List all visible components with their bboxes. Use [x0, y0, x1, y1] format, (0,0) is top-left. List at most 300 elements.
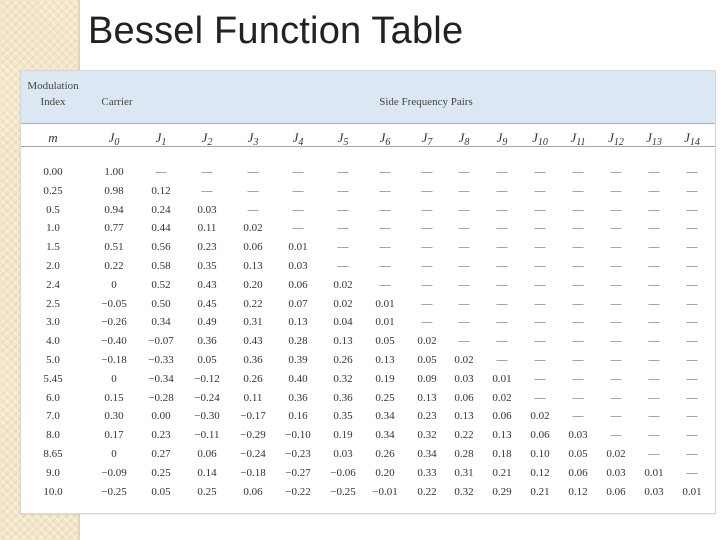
column-symbol-letter: J: [108, 130, 115, 145]
sideband-value-cell: —: [421, 316, 433, 329]
sideband-value-cell: 0.06: [492, 410, 512, 423]
sideband-value-cell: 0.27: [151, 448, 171, 460]
sideband-value-cell: 0.13: [454, 410, 474, 423]
sideband-value-cell: —: [292, 166, 304, 178]
sideband-value-cell: —: [247, 166, 259, 178]
sideband-value-cell: −0.12: [194, 372, 220, 385]
sideband-value-cell: 0.13: [375, 354, 395, 366]
sideband-value-cell: 0.01: [682, 485, 702, 498]
table-row: [21, 467, 715, 486]
sideband-value-cell: 0.44: [151, 222, 171, 235]
table-row: [21, 166, 715, 185]
slide-title: Bessel Function Table: [88, 10, 464, 52]
column-symbol-letter: J: [292, 130, 299, 145]
sideband-value-cell: —: [496, 316, 508, 329]
sideband-value-cell: 0.21: [530, 485, 550, 498]
sideband-value-cell: −0.33: [148, 354, 174, 366]
sideband-value-cell: —: [337, 222, 349, 235]
column-symbol: [92, 130, 136, 148]
sideband-value-cell: —: [686, 410, 698, 423]
sideband-value-cell: —: [686, 335, 698, 348]
carrier-value-cell: 0.77: [104, 222, 124, 235]
column-symbol-subscript: 7: [427, 137, 433, 148]
sideband-value-cell: —: [534, 241, 546, 254]
sideband-value-cell: —: [648, 203, 660, 216]
sideband-value-cell: 0.45: [197, 297, 217, 310]
column-symbol: [670, 130, 714, 148]
sideband-value-cell: 0.23: [151, 429, 171, 442]
sideband-value-cell: —: [686, 260, 698, 272]
sideband-value-cell: 0.31: [454, 466, 474, 479]
sideband-value-cell: 0.20: [243, 278, 263, 291]
sideband-value-cell: —: [458, 184, 470, 197]
sideband-value-cell: —: [572, 410, 584, 423]
sideband-value-cell: 0.13: [333, 335, 353, 348]
sideband-value-cell: 0.13: [417, 391, 437, 404]
sideband-value-cell: —: [648, 241, 660, 254]
sideband-value-cell: 0.03: [644, 485, 664, 498]
column-symbol: [321, 130, 365, 148]
column-symbol-letter: J: [379, 130, 386, 145]
modulation-index-cell: 0.00: [43, 166, 63, 178]
sideband-value-cell: —: [648, 222, 660, 235]
header-modulation-index-line2: Index: [40, 96, 66, 108]
sideband-value-cell: 0.23: [417, 410, 437, 423]
sideband-value-cell: —: [686, 354, 698, 366]
sideband-value-cell: —: [534, 278, 546, 291]
sideband-value-cell: —: [534, 335, 546, 348]
sideband-value-cell: —: [458, 166, 470, 178]
column-symbol: [231, 130, 275, 148]
sideband-value-cell: −0.11: [194, 429, 220, 442]
sideband-value-cell: —: [379, 203, 391, 216]
modulation-index-cell: 2.5: [46, 297, 60, 310]
table-row: [21, 222, 715, 241]
sideband-value-cell: 0.26: [375, 448, 395, 460]
sideband-value-cell: —: [421, 278, 433, 291]
column-symbol: [31, 130, 75, 146]
sideband-value-cell: 0.16: [288, 410, 308, 423]
sideband-value-cell: 0.26: [243, 372, 263, 385]
sideband-value-cell: −0.17: [240, 410, 266, 423]
column-symbol-letter: J: [646, 130, 652, 145]
sideband-value-cell: —: [572, 222, 584, 235]
sideband-value-cell: —: [572, 354, 584, 366]
sideband-value-cell: —: [247, 184, 259, 197]
column-symbol-subscript: 13: [651, 137, 662, 148]
sideband-value-cell: —: [496, 278, 508, 291]
sideband-value-cell: 0.06: [243, 485, 263, 498]
modulation-index-cell: 10.0: [43, 485, 63, 498]
sideband-value-cell: —: [648, 184, 660, 197]
sideband-value-cell: 0.35: [333, 410, 353, 423]
sideband-value-cell: 0.03: [606, 466, 626, 479]
sideband-value-cell: −0.28: [148, 391, 174, 404]
modulation-index-cell: 0.25: [43, 184, 63, 197]
column-symbol-letter: J: [458, 130, 465, 145]
sideband-value-cell: —: [201, 166, 213, 178]
sideband-value-cell: 0.11: [197, 222, 217, 235]
sideband-value-cell: 0.13: [492, 429, 512, 442]
sideband-value-cell: —: [610, 222, 622, 235]
sideband-value-cell: 0.05: [151, 485, 171, 498]
sideband-value-cell: 0.01: [375, 316, 395, 329]
sideband-value-cell: —: [648, 297, 660, 310]
column-symbol-subscript: 6: [385, 137, 391, 148]
sideband-value-cell: 0.32: [417, 429, 437, 442]
header-modulation-index-line1: Modulation: [27, 80, 79, 92]
sideband-value-cell: —: [686, 203, 698, 216]
sideband-value-cell: 0.01: [288, 241, 308, 254]
sideband-value-cell: −0.18: [240, 466, 266, 479]
sideband-value-cell: 0.06: [568, 466, 588, 479]
sideband-value-cell: —: [610, 429, 622, 442]
table-row: [21, 354, 715, 373]
sideband-value-cell: 0.52: [151, 278, 171, 291]
sideband-value-cell: —: [648, 429, 660, 442]
sideband-value-cell: 0.03: [333, 448, 353, 460]
column-symbol-subscript: 12: [613, 137, 624, 148]
column-symbol-letter: m: [48, 130, 58, 145]
sideband-value-cell: 0.13: [243, 260, 263, 272]
sideband-value-cell: 0.23: [197, 241, 217, 254]
table-header-band: [21, 71, 715, 124]
carrier-value-cell: 0.17: [104, 429, 124, 442]
sideband-value-cell: 0.13: [288, 316, 308, 329]
column-symbol-letter: J: [608, 130, 614, 145]
table-row: [21, 486, 715, 505]
sideband-value-cell: —: [496, 354, 508, 366]
sideband-value-cell: 0.02: [243, 222, 263, 235]
sideband-value-cell: 0.50: [151, 297, 171, 310]
sideband-value-cell: —: [496, 222, 508, 235]
table-row: [21, 204, 715, 223]
sideband-value-cell: —: [496, 260, 508, 272]
sideband-value-cell: 0.20: [375, 466, 395, 479]
sideband-value-cell: —: [458, 241, 470, 254]
sideband-value-cell: 0.34: [375, 410, 395, 423]
sideband-value-cell: —: [379, 184, 391, 197]
sideband-value-cell: 0.34: [417, 448, 437, 460]
column-symbol-subscript: 11: [576, 137, 586, 148]
sideband-value-cell: —: [421, 203, 433, 216]
modulation-index-cell: 1.0: [46, 222, 60, 235]
column-symbol-subscript: 8: [464, 137, 470, 148]
sideband-value-cell: —: [421, 222, 433, 235]
sideband-value-cell: −0.06: [330, 466, 356, 479]
sideband-value-cell: 0.12: [568, 485, 588, 498]
sideband-value-cell: —: [534, 260, 546, 272]
carrier-value-cell: 0: [111, 278, 117, 291]
sideband-value-cell: −0.10: [285, 429, 311, 442]
sideband-value-cell: 0.02: [417, 335, 437, 348]
sideband-value-cell: 0.31: [243, 316, 263, 329]
sideband-value-cell: −0.07: [148, 335, 174, 348]
table-row: [21, 335, 715, 354]
sideband-value-cell: 0.01: [375, 297, 395, 310]
sideband-value-cell: —: [686, 184, 698, 197]
sideband-value-cell: —: [201, 184, 213, 197]
sideband-value-cell: —: [686, 316, 698, 329]
sideband-value-cell: −0.23: [285, 448, 311, 460]
modulation-index-cell: 5.0: [46, 354, 60, 366]
sideband-value-cell: 0.28: [454, 448, 474, 460]
modulation-index-cell: 7.0: [46, 410, 60, 423]
sideband-value-cell: 0.19: [333, 429, 353, 442]
header-side-frequency-pairs: Side Frequency Pairs: [379, 96, 473, 108]
modulation-index-cell: 6.0: [46, 391, 60, 404]
column-symbol-letter: J: [337, 130, 344, 145]
sideband-value-cell: —: [686, 448, 698, 460]
sideband-value-cell: −0.24: [240, 448, 266, 460]
sideband-value-cell: —: [610, 372, 622, 385]
sideband-value-cell: 0.36: [333, 391, 353, 404]
sideband-value-cell: —: [534, 391, 546, 404]
sideband-value-cell: —: [610, 166, 622, 178]
sideband-value-cell: 0.58: [151, 260, 171, 272]
sideband-value-cell: 0.02: [454, 354, 474, 366]
sideband-value-cell: 0.36: [197, 335, 217, 348]
sideband-value-cell: 0.19: [375, 372, 395, 385]
sideband-value-cell: −0.29: [240, 429, 266, 442]
sideband-value-cell: —: [292, 222, 304, 235]
sideband-value-cell: 0.12: [530, 466, 550, 479]
column-symbol-subscript: 1: [161, 137, 167, 148]
sideband-value-cell: —: [337, 241, 349, 254]
table-row: [21, 316, 715, 335]
sideband-value-cell: —: [686, 222, 698, 235]
modulation-index-cell: 8.0: [46, 429, 60, 442]
column-symbol-subscript: 3: [253, 137, 259, 148]
sideband-value-cell: 0.35: [197, 260, 217, 272]
sideband-value-cell: —: [686, 166, 698, 178]
sideband-value-cell: —: [610, 278, 622, 291]
table-row: [21, 298, 715, 317]
sideband-value-cell: 0.43: [197, 278, 217, 291]
sideband-value-cell: —: [572, 166, 584, 178]
sideband-value-cell: —: [337, 166, 349, 178]
column-symbol-letter: J: [496, 130, 503, 145]
sideband-value-cell: —: [648, 448, 660, 460]
sideband-value-cell: —: [572, 260, 584, 272]
sideband-value-cell: 0.36: [288, 391, 308, 404]
sideband-value-cell: —: [458, 260, 470, 272]
sideband-value-cell: −0.25: [330, 485, 356, 498]
carrier-value-cell: −0.26: [101, 316, 127, 329]
sideband-value-cell: 0.33: [417, 466, 437, 479]
sideband-value-cell: 0.02: [492, 391, 512, 404]
sideband-value-cell: —: [534, 166, 546, 178]
sideband-value-cell: —: [421, 184, 433, 197]
sideband-value-cell: −0.34: [148, 372, 174, 385]
sideband-value-cell: —: [686, 241, 698, 254]
sideband-value-cell: 0.10: [530, 448, 550, 460]
sideband-value-cell: 0.25: [375, 391, 395, 404]
sideband-value-cell: —: [421, 260, 433, 272]
column-symbol: [276, 130, 320, 148]
sideband-value-cell: —: [379, 278, 391, 291]
sideband-value-cell: 0.43: [243, 335, 263, 348]
sideband-value-cell: —: [337, 203, 349, 216]
sideband-value-cell: —: [247, 203, 259, 216]
carrier-value-cell: 0: [111, 448, 117, 460]
sideband-value-cell: 0.18: [492, 448, 512, 460]
column-symbol-subscript: 9: [502, 137, 508, 148]
sideband-value-cell: 0.34: [375, 429, 395, 442]
column-symbol: [139, 130, 183, 148]
sideband-value-cell: 0.14: [197, 466, 217, 479]
column-symbol-subscript: 4: [298, 137, 304, 148]
sideband-value-cell: —: [648, 260, 660, 272]
carrier-value-cell: 0.94: [104, 203, 124, 216]
sideband-value-cell: —: [572, 203, 584, 216]
sideband-value-cell: −0.01: [372, 485, 398, 498]
sideband-value-cell: —: [610, 354, 622, 366]
sideband-value-cell: —: [534, 316, 546, 329]
sideband-value-cell: —: [534, 222, 546, 235]
sideband-value-cell: —: [686, 278, 698, 291]
sideband-value-cell: —: [572, 316, 584, 329]
sideband-value-cell: 0.36: [243, 354, 263, 366]
sideband-value-cell: —: [496, 203, 508, 216]
sideband-value-cell: —: [648, 410, 660, 423]
sideband-value-cell: —: [421, 297, 433, 310]
carrier-value-cell: 0.51: [104, 241, 124, 254]
sideband-value-cell: —: [421, 241, 433, 254]
sideband-value-cell: —: [496, 335, 508, 348]
sideband-value-cell: 0.06: [530, 429, 550, 442]
carrier-value-cell: 0.98: [104, 184, 124, 197]
modulation-index-cell: 2.0: [46, 260, 60, 272]
sideband-value-cell: —: [686, 429, 698, 442]
sideband-value-cell: —: [648, 372, 660, 385]
column-symbol-letter: J: [247, 130, 254, 145]
sideband-value-cell: —: [534, 297, 546, 310]
sideband-value-cell: —: [572, 297, 584, 310]
sideband-value-cell: —: [379, 166, 391, 178]
sideband-value-cell: —: [379, 222, 391, 235]
sideband-value-cell: —: [686, 391, 698, 404]
sideband-value-cell: —: [379, 241, 391, 254]
sideband-value-cell: —: [610, 316, 622, 329]
sideband-value-cell: —: [610, 184, 622, 197]
sideband-value-cell: —: [534, 203, 546, 216]
sideband-value-cell: —: [610, 297, 622, 310]
sideband-value-cell: −0.30: [194, 410, 220, 423]
sideband-value-cell: —: [458, 297, 470, 310]
carrier-value-cell: −0.25: [101, 485, 127, 498]
sideband-value-cell: 0.02: [333, 278, 353, 291]
sideband-value-cell: —: [686, 372, 698, 385]
sideband-value-cell: —: [534, 372, 546, 385]
column-symbol-subscript: 10: [537, 137, 548, 148]
sideband-value-cell: 0.03: [568, 429, 588, 442]
sideband-value-cell: 0.28: [288, 335, 308, 348]
carrier-value-cell: 1.00: [104, 166, 124, 178]
sideband-value-cell: 0.04: [333, 316, 353, 329]
sideband-value-cell: 0.22: [243, 297, 263, 310]
sideband-value-cell: 0.07: [288, 297, 308, 310]
sideband-value-cell: 0.01: [492, 372, 512, 385]
sideband-value-cell: 0.05: [568, 448, 588, 460]
sideband-value-cell: 0.49: [197, 316, 217, 329]
sideband-value-cell: 0.09: [417, 372, 437, 385]
sideband-value-cell: 0.11: [243, 391, 263, 404]
sideband-value-cell: —: [572, 241, 584, 254]
sideband-value-cell: —: [610, 335, 622, 348]
modulation-index-cell: 2.4: [46, 278, 60, 291]
carrier-value-cell: 0.15: [104, 391, 124, 404]
sideband-value-cell: 0.02: [530, 410, 550, 423]
column-symbol: [363, 130, 407, 148]
column-symbol-subscript: 5: [343, 137, 349, 148]
header-carrier: Carrier: [101, 96, 133, 108]
table-row: [21, 260, 715, 279]
sideband-value-cell: 0.32: [454, 485, 474, 498]
sideband-value-cell: 0.26: [333, 354, 353, 366]
sideband-value-cell: —: [292, 184, 304, 197]
sideband-value-cell: —: [610, 260, 622, 272]
sideband-value-cell: 0.06: [288, 278, 308, 291]
sideband-value-cell: —: [458, 316, 470, 329]
modulation-index-cell: 8.65: [43, 448, 63, 460]
column-symbol: [185, 130, 229, 148]
sideband-value-cell: 0.03: [288, 260, 308, 272]
modulation-index-cell: 1.5: [46, 241, 60, 254]
sideband-value-cell: −0.22: [285, 485, 311, 498]
sideband-value-cell: 0.21: [492, 466, 512, 479]
sideband-value-cell: 0.02: [333, 297, 353, 310]
carrier-value-cell: 0.30: [104, 410, 124, 423]
sideband-value-cell: —: [337, 260, 349, 272]
sideband-value-cell: 0.05: [417, 354, 437, 366]
sideband-value-cell: —: [648, 391, 660, 404]
sideband-value-cell: 0.02: [606, 448, 626, 460]
sideband-value-cell: 0.06: [606, 485, 626, 498]
modulation-index-cell: 5.45: [43, 372, 63, 385]
sideband-value-cell: —: [572, 391, 584, 404]
sideband-value-cell: —: [648, 278, 660, 291]
sideband-value-cell: 0.25: [197, 485, 217, 498]
sideband-value-cell: —: [648, 166, 660, 178]
sideband-value-cell: —: [610, 241, 622, 254]
column-symbol-letter: J: [532, 130, 538, 145]
carrier-value-cell: −0.18: [101, 354, 127, 366]
sideband-value-cell: —: [572, 335, 584, 348]
sideband-value-cell: —: [648, 354, 660, 366]
sideband-value-cell: 0.24: [151, 203, 171, 216]
column-symbol-letter: J: [201, 130, 208, 145]
sideband-value-cell: —: [572, 184, 584, 197]
table-row: [21, 392, 715, 411]
modulation-index-cell: 0.5: [46, 203, 60, 216]
sideband-value-cell: 0.34: [151, 316, 171, 329]
sideband-value-cell: —: [496, 184, 508, 197]
column-symbol-letter: J: [155, 130, 162, 145]
sideband-value-cell: 0.29: [492, 485, 512, 498]
sideband-value-cell: —: [572, 372, 584, 385]
table-row: [21, 373, 715, 392]
sideband-value-cell: 0.32: [333, 372, 353, 385]
modulation-index-cell: 3.0: [46, 316, 60, 329]
sideband-value-cell: —: [496, 297, 508, 310]
sideband-value-cell: —: [686, 466, 698, 479]
sideband-value-cell: —: [458, 203, 470, 216]
sideband-value-cell: —: [292, 203, 304, 216]
sideband-value-cell: —: [337, 184, 349, 197]
sideband-value-cell: 0.06: [197, 448, 217, 460]
sideband-value-cell: —: [686, 297, 698, 310]
